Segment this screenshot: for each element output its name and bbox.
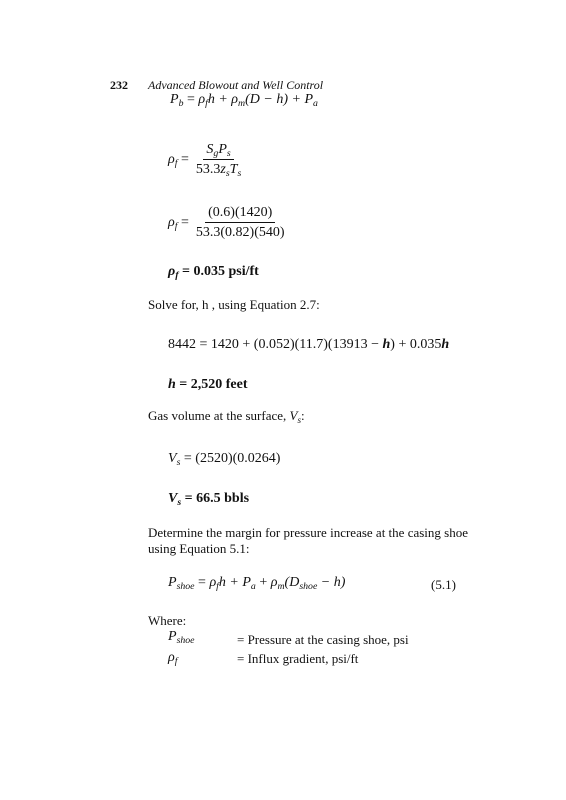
definition-symbol-pshoe: $P_{shoe}$ bbox=[168, 629, 195, 646]
definition-text-pshoe: = Pressure at the casing shoe, psi bbox=[237, 632, 409, 647]
equation-5-1: $P_{shoe} = \rho_fh + P_a + \rho_m(D_{shoe} - h)$ bbox=[168, 575, 346, 592]
equation-gas-volume: $V_s = (2520)(0.0264)$ bbox=[168, 451, 281, 468]
definition-symbol-rhof: $\rho_f$ bbox=[168, 650, 178, 667]
equation-influx-gradient-substituted: $\rho_f$ = $\frac{(0.6)(1420)}{53.3(0.82)(540)}$ bbox=[168, 205, 285, 240]
text-gas-volume: Gas volume at the surface, $V_s$: bbox=[148, 408, 305, 425]
definition-text-rhof: = Influx gradient, psi/ft bbox=[237, 651, 359, 666]
page-number: 232 bbox=[110, 78, 128, 92]
equation-gas-volume-result: $V_s = 66.5$ bbls bbox=[168, 491, 250, 508]
text-margin-paragraph: Determine the margin for pressure increase at the casing shoe using Equation 5.1: bbox=[148, 525, 468, 556]
equation-bottomhole-pressure: $P_b = \rho_fh + \rho_m(D - h) + P_a$ bbox=[170, 92, 318, 109]
equation-h-result: h = 2,520 feet bbox=[168, 377, 248, 392]
equation-number-5-1: (5.1) bbox=[431, 577, 456, 592]
equation-influx-gradient-formula: $\rho_f$ = $\frac{S_gP_s}{53.3z_sT_s}$ bbox=[168, 142, 242, 179]
running-header-title: Advanced Blowout and Well Control bbox=[148, 78, 324, 92]
equation-solve-h: 8442 = 1420 + (0.052)(11.7)(13913 − h) + 0.035h bbox=[168, 337, 450, 352]
text-where: Where: bbox=[148, 613, 187, 628]
text-solve-for-h: Solve for, h , using Equation 2.7: bbox=[148, 297, 320, 312]
equation-influx-gradient-result: $\rho_f = 0.035$ psi/ft bbox=[168, 264, 259, 281]
